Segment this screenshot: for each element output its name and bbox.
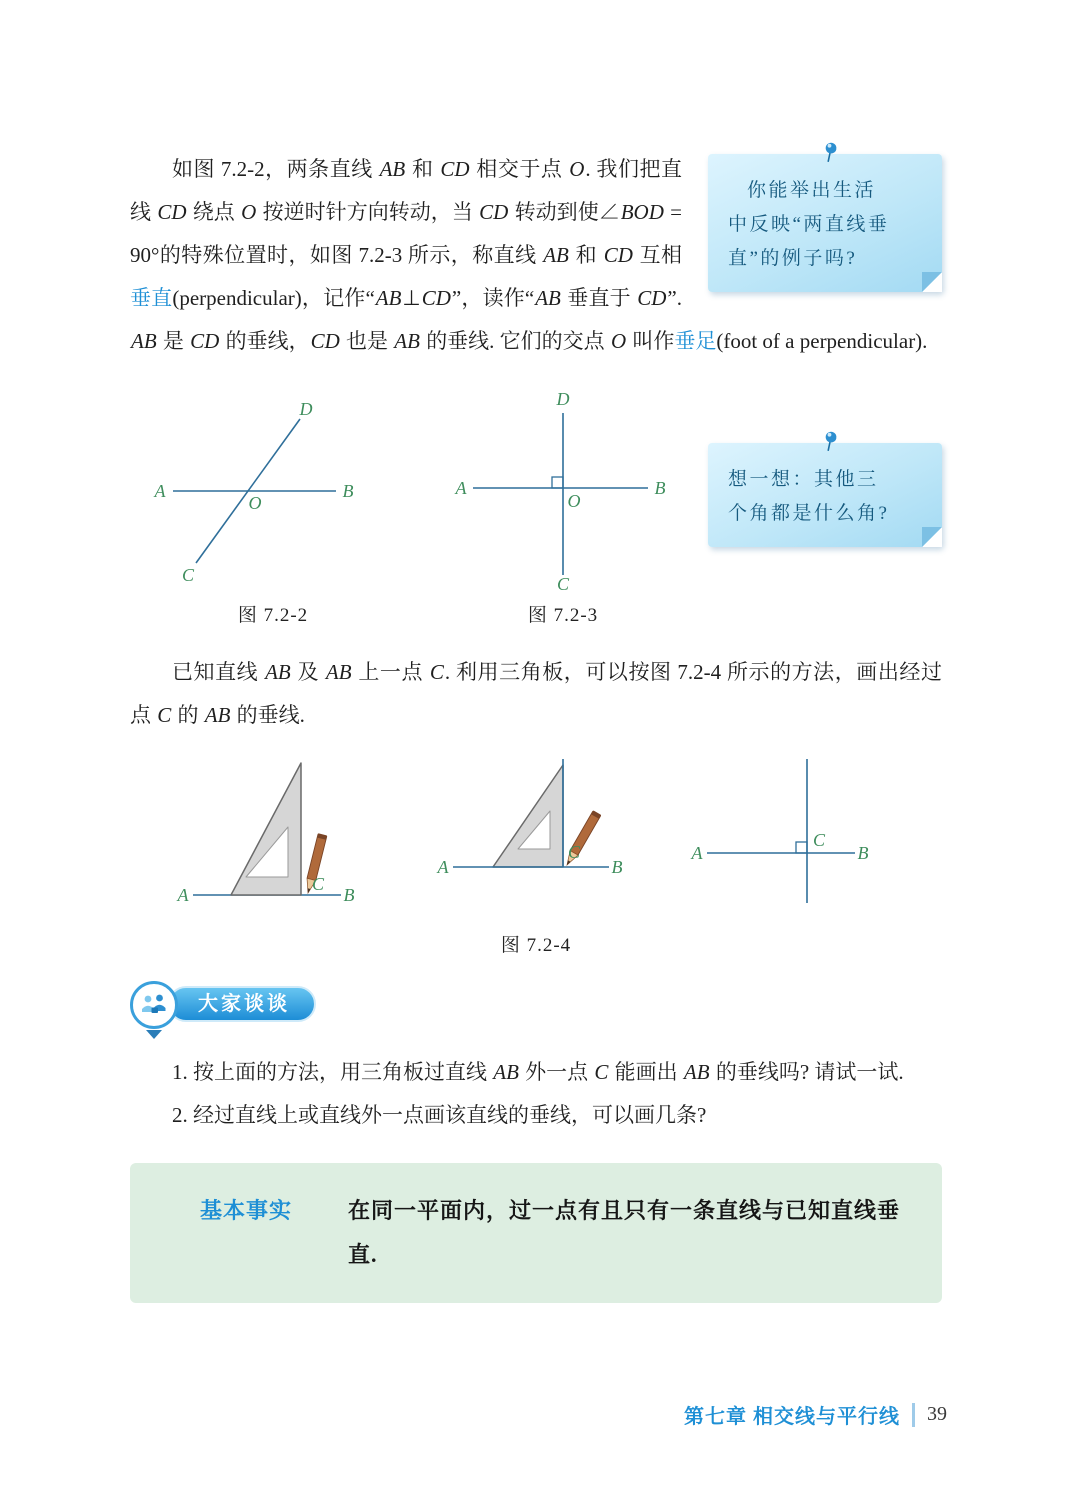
- label-c: C: [556, 574, 570, 591]
- label-o: O: [567, 491, 581, 511]
- figure-7-2-4-drawing: [141, 749, 931, 921]
- figure-7-2-4-caption: 图 7.2-4: [500, 935, 572, 956]
- pushpin-icon: [818, 428, 841, 455]
- label-b: B: [857, 843, 869, 863]
- sticky-note-2: [708, 443, 942, 547]
- label-a: A: [455, 478, 467, 498]
- right-angle-mark: [796, 842, 807, 853]
- label-a: A: [177, 885, 189, 905]
- label-b: B: [343, 885, 355, 905]
- label-d: D: [556, 391, 570, 409]
- figure-7-2-2-caption: 图 7.2-2: [237, 605, 309, 626]
- fact-box: [130, 1163, 942, 1303]
- label-o: O: [248, 493, 262, 513]
- discussion-section: [130, 1051, 942, 1137]
- figures-row: [130, 391, 942, 627]
- figure-7-2-2-drawing: [138, 391, 408, 591]
- figure-7-2-3-drawing: [448, 391, 678, 591]
- page-content: [130, 148, 942, 1303]
- label-b: B: [342, 481, 354, 501]
- discuss-badge-label: 大家谈谈: [168, 986, 316, 1022]
- label-a: A: [437, 857, 449, 877]
- page-footer: [0, 1400, 1065, 1429]
- label-c: C: [812, 830, 826, 850]
- label-c: C: [181, 565, 195, 585]
- paragraph-intro: [130, 148, 942, 363]
- figure-7-2-3-caption: 图 7.2-3: [527, 605, 599, 626]
- label-d: D: [299, 399, 313, 419]
- discussion-item-1: [130, 1051, 942, 1094]
- paragraph-method-text: 已知直线 AB 及 AB 上一点 C. 利用三角板，可以按图 7.2-4 所示的方法，画出经过点 C 的 AB 的垂线.: [130, 660, 942, 727]
- discuss-badge-circle: [130, 981, 178, 1029]
- discussion-item-2-text: 2. 经过直线上或直线外一点画该直线的垂线，可以画几条?: [172, 1103, 707, 1127]
- label-a: A: [691, 843, 703, 863]
- figure-7-2-2: [138, 391, 408, 627]
- paragraph-method: [130, 651, 942, 737]
- footer-page-number: 39: [927, 1403, 947, 1425]
- figure-7-2-3: [448, 391, 678, 627]
- fact-box-text: 在同一平面内，过一点有且只有一条直线与已知直线垂直.: [348, 1198, 901, 1267]
- sticky-note-2-text: 想一想：其他三 个角都是什么角?: [728, 469, 890, 524]
- footer-divider: [912, 1403, 915, 1427]
- footer-chapter: 第七章 相交线与平行线: [684, 1406, 900, 1428]
- label-b: B: [611, 857, 623, 877]
- discuss-badge: [130, 981, 942, 1041]
- paragraph-intro-text: 如图 7.2-2，两条直线 AB 和 CD 相交于点 O. 我们把直线 CD 绕点 O 按逆时针方向转动，当 CD 转动到使∠BOD = 90°的特殊位置时，如图 7.2-3 所示，称直线 AB 和 CD 互相垂直(perpendicular)，记作“AB⊥CD”，读作“AB 垂直于 CD”. AB 是 CD 的垂线，CD 也是 AB 的垂线. 它们的交点 O 叫作垂足(foot of a perpendicular).: [130, 157, 928, 353]
- people-icon: [139, 992, 169, 1018]
- pushpin-icon: [818, 139, 841, 166]
- label-b: B: [654, 478, 666, 498]
- sticky-note-1-text: 你能举出生活 中反映“两直线垂 直”的例子吗?: [728, 180, 890, 269]
- label-c: C: [567, 842, 581, 862]
- label-c: C: [311, 874, 325, 894]
- discussion-item-2: [130, 1094, 942, 1137]
- fact-box-label: 基本事实: [200, 1198, 293, 1223]
- right-angle-mark: [552, 477, 563, 488]
- set-square: [493, 765, 563, 867]
- label-a: A: [154, 481, 166, 501]
- figure-7-2-4: [130, 749, 942, 957]
- badge-arrow: [146, 1030, 162, 1039]
- discussion-item-1-text: 1. 按上面的方法，用三角板过直线 AB 外一点 C 能画出 AB 的垂线吗? 请试一试.: [172, 1060, 904, 1084]
- sticky-note-1: [708, 154, 942, 292]
